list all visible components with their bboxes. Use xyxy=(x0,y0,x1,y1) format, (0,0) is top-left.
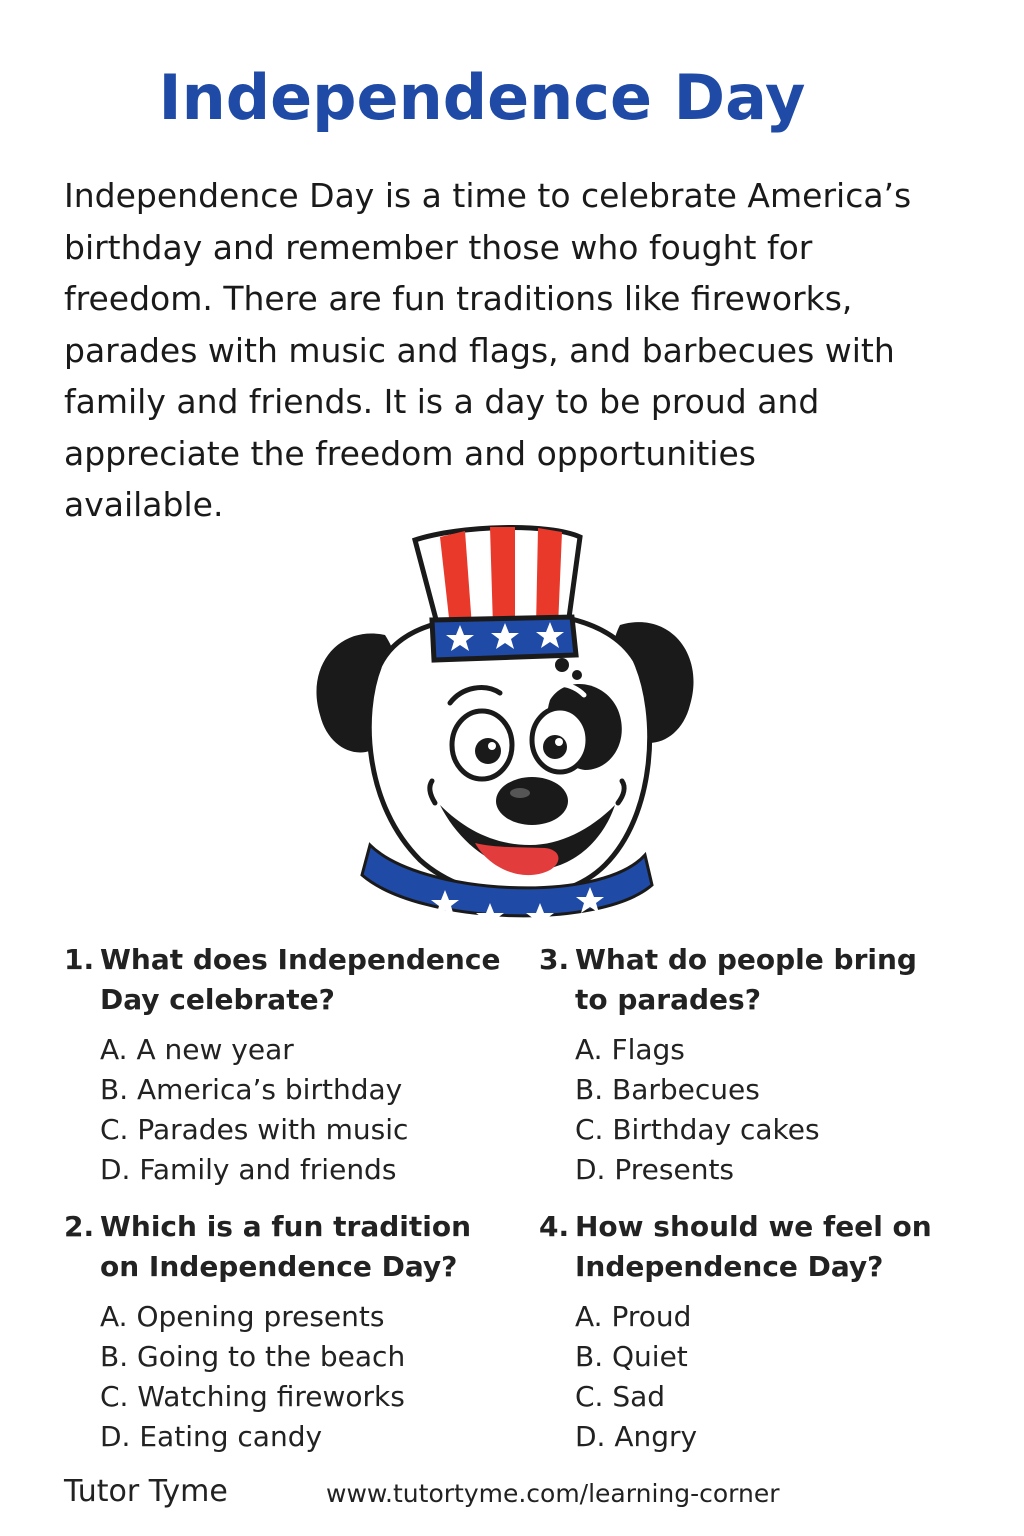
footer-url[interactable]: www.tutortyme.com/learning-corner xyxy=(326,1479,780,1508)
question-number: 1. xyxy=(64,943,95,976)
question-line: Day celebrate? xyxy=(100,983,335,1016)
question-text xyxy=(64,940,500,1020)
answer-option: B. Barbecues xyxy=(575,1073,760,1106)
intro-paragraph xyxy=(64,170,964,531)
answer-option: C. Parades with music xyxy=(100,1113,409,1146)
answer-option: A. A new year xyxy=(100,1033,294,1066)
footer-brand: Tutor Tyme xyxy=(64,1474,228,1509)
intro-line: parades with music and flags, and barbecues with xyxy=(64,330,895,370)
question-line: What does Independence xyxy=(100,943,501,976)
answer-option: D. Family and friends xyxy=(100,1153,397,1186)
question-line: Which is a fun tradition xyxy=(100,1210,472,1243)
answer-option: D. Presents xyxy=(575,1153,735,1186)
intro-line: family and friends. It is a day to be proud and xyxy=(64,382,820,421)
answer-option: B. Going to the beach xyxy=(100,1340,406,1373)
answer-option: A. Proud xyxy=(575,1300,692,1333)
question-1 xyxy=(64,940,500,1190)
question-text xyxy=(539,940,917,1020)
question-text xyxy=(64,1207,471,1287)
question-4 xyxy=(539,1207,932,1457)
question-2 xyxy=(64,1207,471,1457)
question-text xyxy=(539,1207,932,1287)
answer-options xyxy=(64,1297,471,1457)
question-3 xyxy=(539,940,917,1190)
intro-line: appreciate the freedom and opportunities xyxy=(64,433,756,473)
question-line: Independence Day? xyxy=(575,1250,884,1283)
question-line: How should we feel on xyxy=(575,1210,932,1243)
answer-options xyxy=(64,1030,500,1190)
intro-line: available. xyxy=(64,485,224,524)
page-title: Independence Day xyxy=(158,61,806,134)
answer-options xyxy=(539,1030,917,1190)
question-line: What do people bring xyxy=(575,943,917,976)
intro-line: freedom. There are fun traditions like fireworks, xyxy=(64,279,853,318)
question-line: on Independence Day? xyxy=(100,1250,458,1283)
answer-option: C. Sad xyxy=(575,1380,666,1413)
question-number: 4. xyxy=(539,1210,570,1243)
answer-option: A. Flags xyxy=(575,1033,685,1066)
answer-option: C. Birthday cakes xyxy=(575,1113,820,1146)
answer-option: C. Watching fireworks xyxy=(100,1380,405,1413)
answer-option: B. Quiet xyxy=(575,1340,688,1373)
answer-options xyxy=(539,1297,932,1457)
intro-line: birthday and remember those who fought for xyxy=(64,227,813,267)
dog-mascot-icon xyxy=(300,515,720,935)
question-line: to parades? xyxy=(575,983,761,1016)
answer-option: D. Eating candy xyxy=(100,1420,323,1453)
question-number: 3. xyxy=(539,943,570,976)
answer-option: A. Opening presents xyxy=(100,1300,385,1333)
answer-option: D. Angry xyxy=(575,1420,698,1453)
intro-line: Independence Day is a time to celebrate America’s xyxy=(64,176,912,215)
answer-option: B. America’s birthday xyxy=(100,1073,403,1106)
question-number: 2. xyxy=(64,1210,95,1243)
